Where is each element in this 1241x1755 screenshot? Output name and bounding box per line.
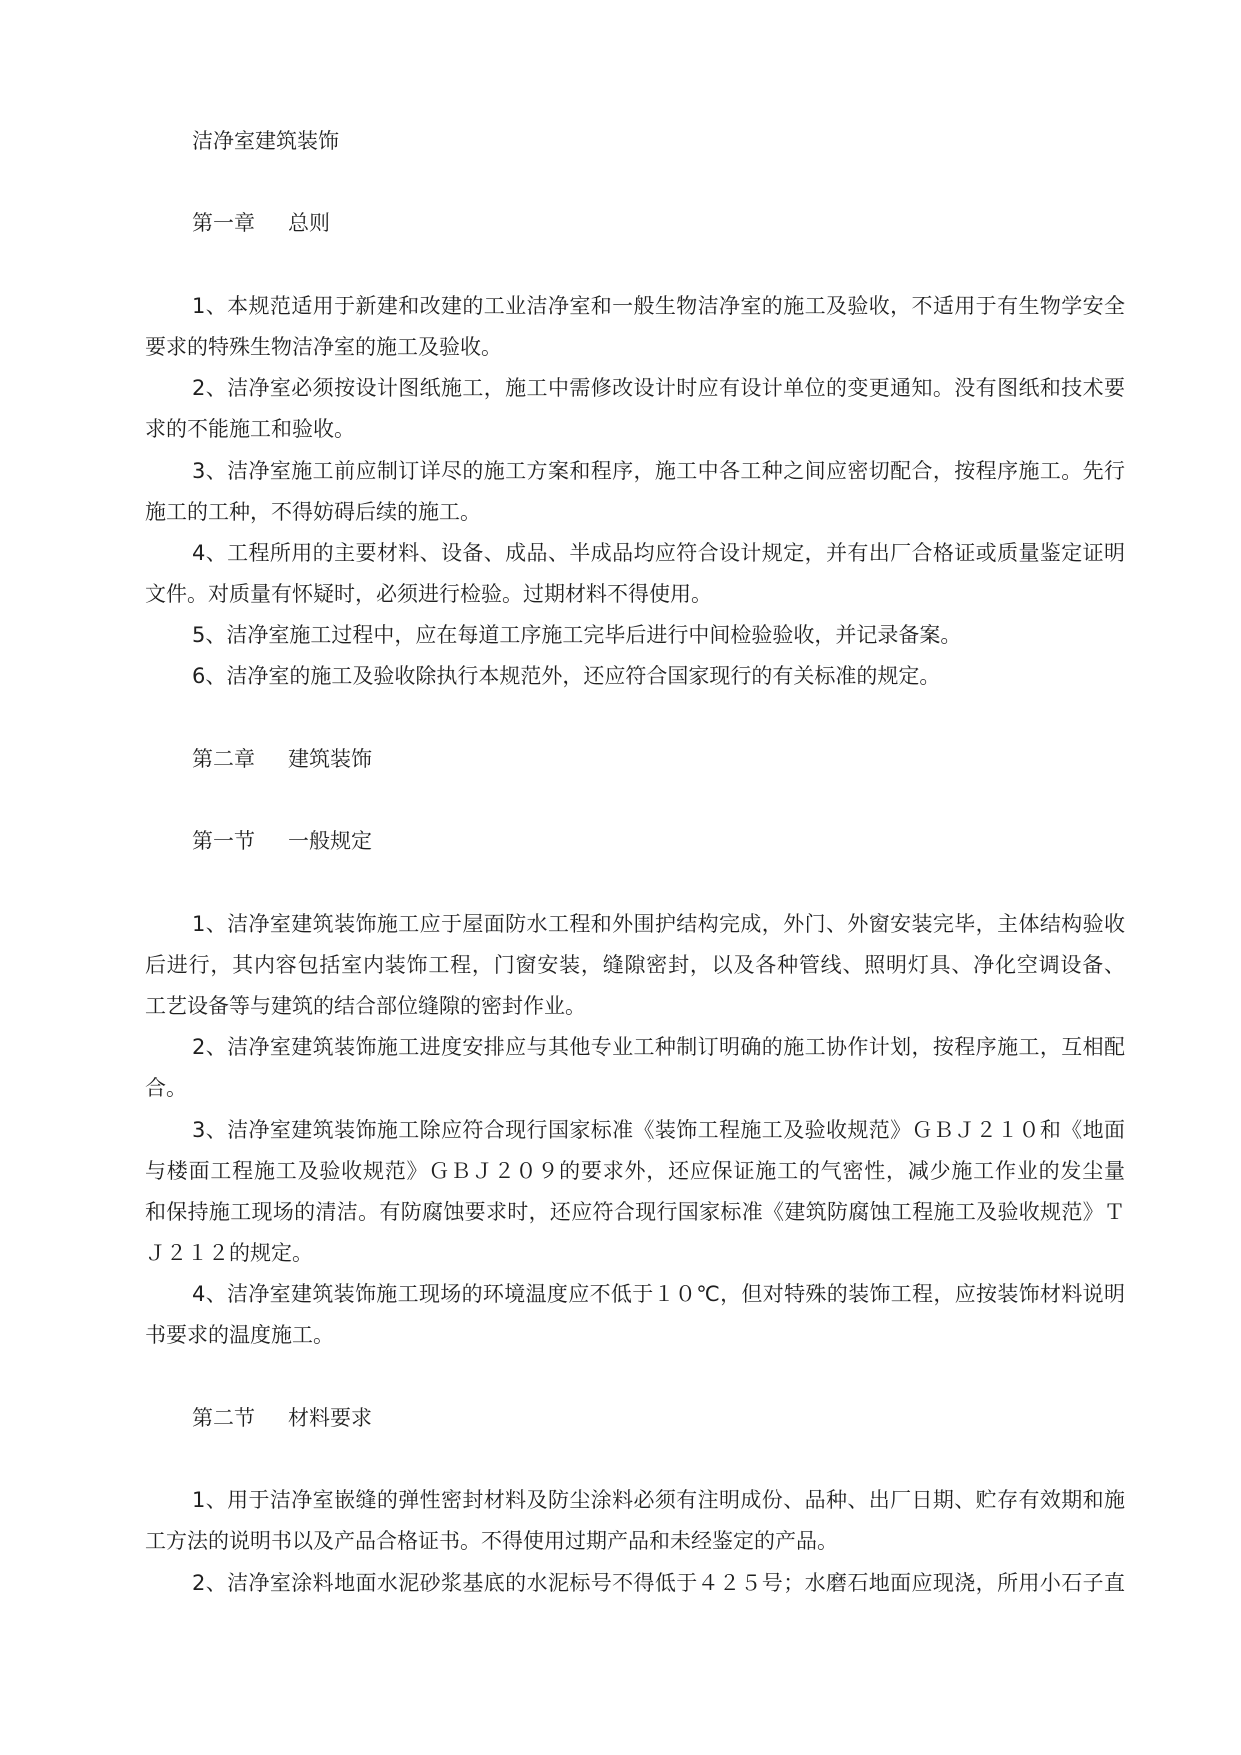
clause-paragraph: [145, 1027, 1125, 1109]
section-name: 一般规定: [288, 829, 372, 854]
paragraph-line: 2、洁净室必须按设计图纸施工，施工中需修改设计时应有设计单位的变更通知。没有图纸和技术要: [192, 376, 1125, 401]
section-number: 第一节: [192, 829, 255, 854]
clause-list: [145, 286, 1125, 698]
chapter-heading: [145, 203, 1125, 244]
clause-paragraph: [145, 1110, 1125, 1275]
paragraph-line: 文件。对质量有怀疑时，必须进行检验。过期材料不得使用。: [145, 582, 712, 607]
clause-paragraph: [145, 286, 1125, 368]
clause-paragraph: [145, 1480, 1125, 1562]
section-number: 第二节: [192, 1405, 255, 1430]
paragraph-line: Ｊ２１２的规定。: [145, 1241, 313, 1266]
paragraph-line: 1、用于洁净室嵌缝的弹性密封材料及防尘涂料必须有注明成份、品种、出厂日期、贮存有效期和施: [192, 1488, 1125, 1513]
paragraph-line: 6、洁净室的施工及验收除执行本规范外，还应符合国家现行的有关标准的规定。: [192, 664, 941, 689]
section-name: 材料要求: [288, 1405, 372, 1430]
paragraph-line: 5、洁净室施工过程中，应在每道工序施工完毕后进行中间检验验收，并记录备案。: [192, 623, 962, 648]
paragraph-line: 施工的工种，不得妨碍后续的施工。: [145, 499, 481, 524]
paragraph-line: 2、洁净室涂料地面水泥砂浆基底的水泥标号不得低于４２５号；水磨石地面应现浇，所用小石子直: [192, 1570, 1125, 1595]
clause-paragraph: [145, 904, 1125, 1028]
clause-paragraph: [145, 1563, 1125, 1604]
clause-list: [145, 904, 1125, 1357]
paragraph-line: 求的不能施工和验收。: [145, 417, 355, 442]
clause-paragraph: [145, 615, 1125, 656]
paragraph-line: 工艺设备等与建筑的结合部位缝隙的密封作业。: [145, 993, 586, 1018]
paragraph-line: 1、本规范适用于新建和改建的工业洁净室和一般生物洁净室的施工及验收，不适用于有生物学安全: [192, 293, 1125, 318]
paragraph-line: 书要求的温度施工。: [145, 1323, 334, 1348]
chapter-name: 总则: [288, 211, 330, 236]
clause-paragraph: [145, 451, 1125, 533]
paragraph-line: 工方法的说明书以及产品合格证书。不得使用过期产品和未经鉴定的产品。: [145, 1529, 838, 1554]
paragraph-line: 4、工程所用的主要材料、设备、成品、半成品均应符合设计规定，并有出厂合格证或质量鉴定证明: [192, 540, 1125, 565]
paragraph-line: 4、洁净室建筑装饰施工现场的环境温度应不低于１０℃，但对特殊的装饰工程，应按装饰材料说明: [192, 1282, 1125, 1307]
document-body: [145, 121, 1125, 1604]
chapter-number: 第一章: [192, 211, 255, 236]
clause-paragraph: [145, 656, 1125, 697]
section-heading: [145, 1398, 1125, 1439]
chapter-name: 建筑装饰: [288, 746, 372, 771]
paragraph-line: 2、洁净室建筑装饰施工进度安排应与其他专业工种制订明确的施工协作计划，按程序施工，互相配: [192, 1035, 1125, 1060]
clause-paragraph: [145, 368, 1125, 450]
section-heading: [145, 821, 1125, 862]
paragraph-line: 和保持施工现场的清洁。有防腐蚀要求时，还应符合现行国家标准《建筑防腐蚀工程施工及验收规范》Ｔ: [145, 1199, 1125, 1224]
paragraph-line: 与楼面工程施工及验收规范》ＧＢＪ２０９的要求外，还应保证施工的气密性，减少施工作业的发尘量: [145, 1158, 1125, 1183]
paragraph-line: 合。: [145, 1076, 187, 1101]
paragraph-line: 要求的特殊生物洁净室的施工及验收。: [145, 334, 502, 359]
clause-paragraph: [145, 1274, 1125, 1356]
paragraph-line: 后进行，其内容包括室内装饰工程，门窗安装，缝隙密封，以及各种管线、照明灯具、净化空调设备、: [145, 952, 1125, 977]
document-title: 洁净室建筑装饰: [192, 129, 339, 153]
chapter-heading: [145, 739, 1125, 780]
clause-paragraph: [145, 533, 1125, 615]
paragraph-line: 3、洁净室建筑装饰施工除应符合现行国家标准《装饰工程施工及验收规范》ＧＢＪ２１０和《地面: [192, 1117, 1125, 1142]
paragraph-line: 1、洁净室建筑装饰施工应于屋面防水工程和外围护结构完成，外门、外窗安装完毕，主体结构验收: [192, 911, 1125, 936]
clause-list: [145, 1480, 1125, 1604]
chapter-number: 第二章: [192, 746, 255, 771]
paragraph-line: 3、洁净室施工前应制订详尽的施工方案和程序，施工中各工种之间应密切配合，按程序施工。先行: [192, 458, 1125, 483]
